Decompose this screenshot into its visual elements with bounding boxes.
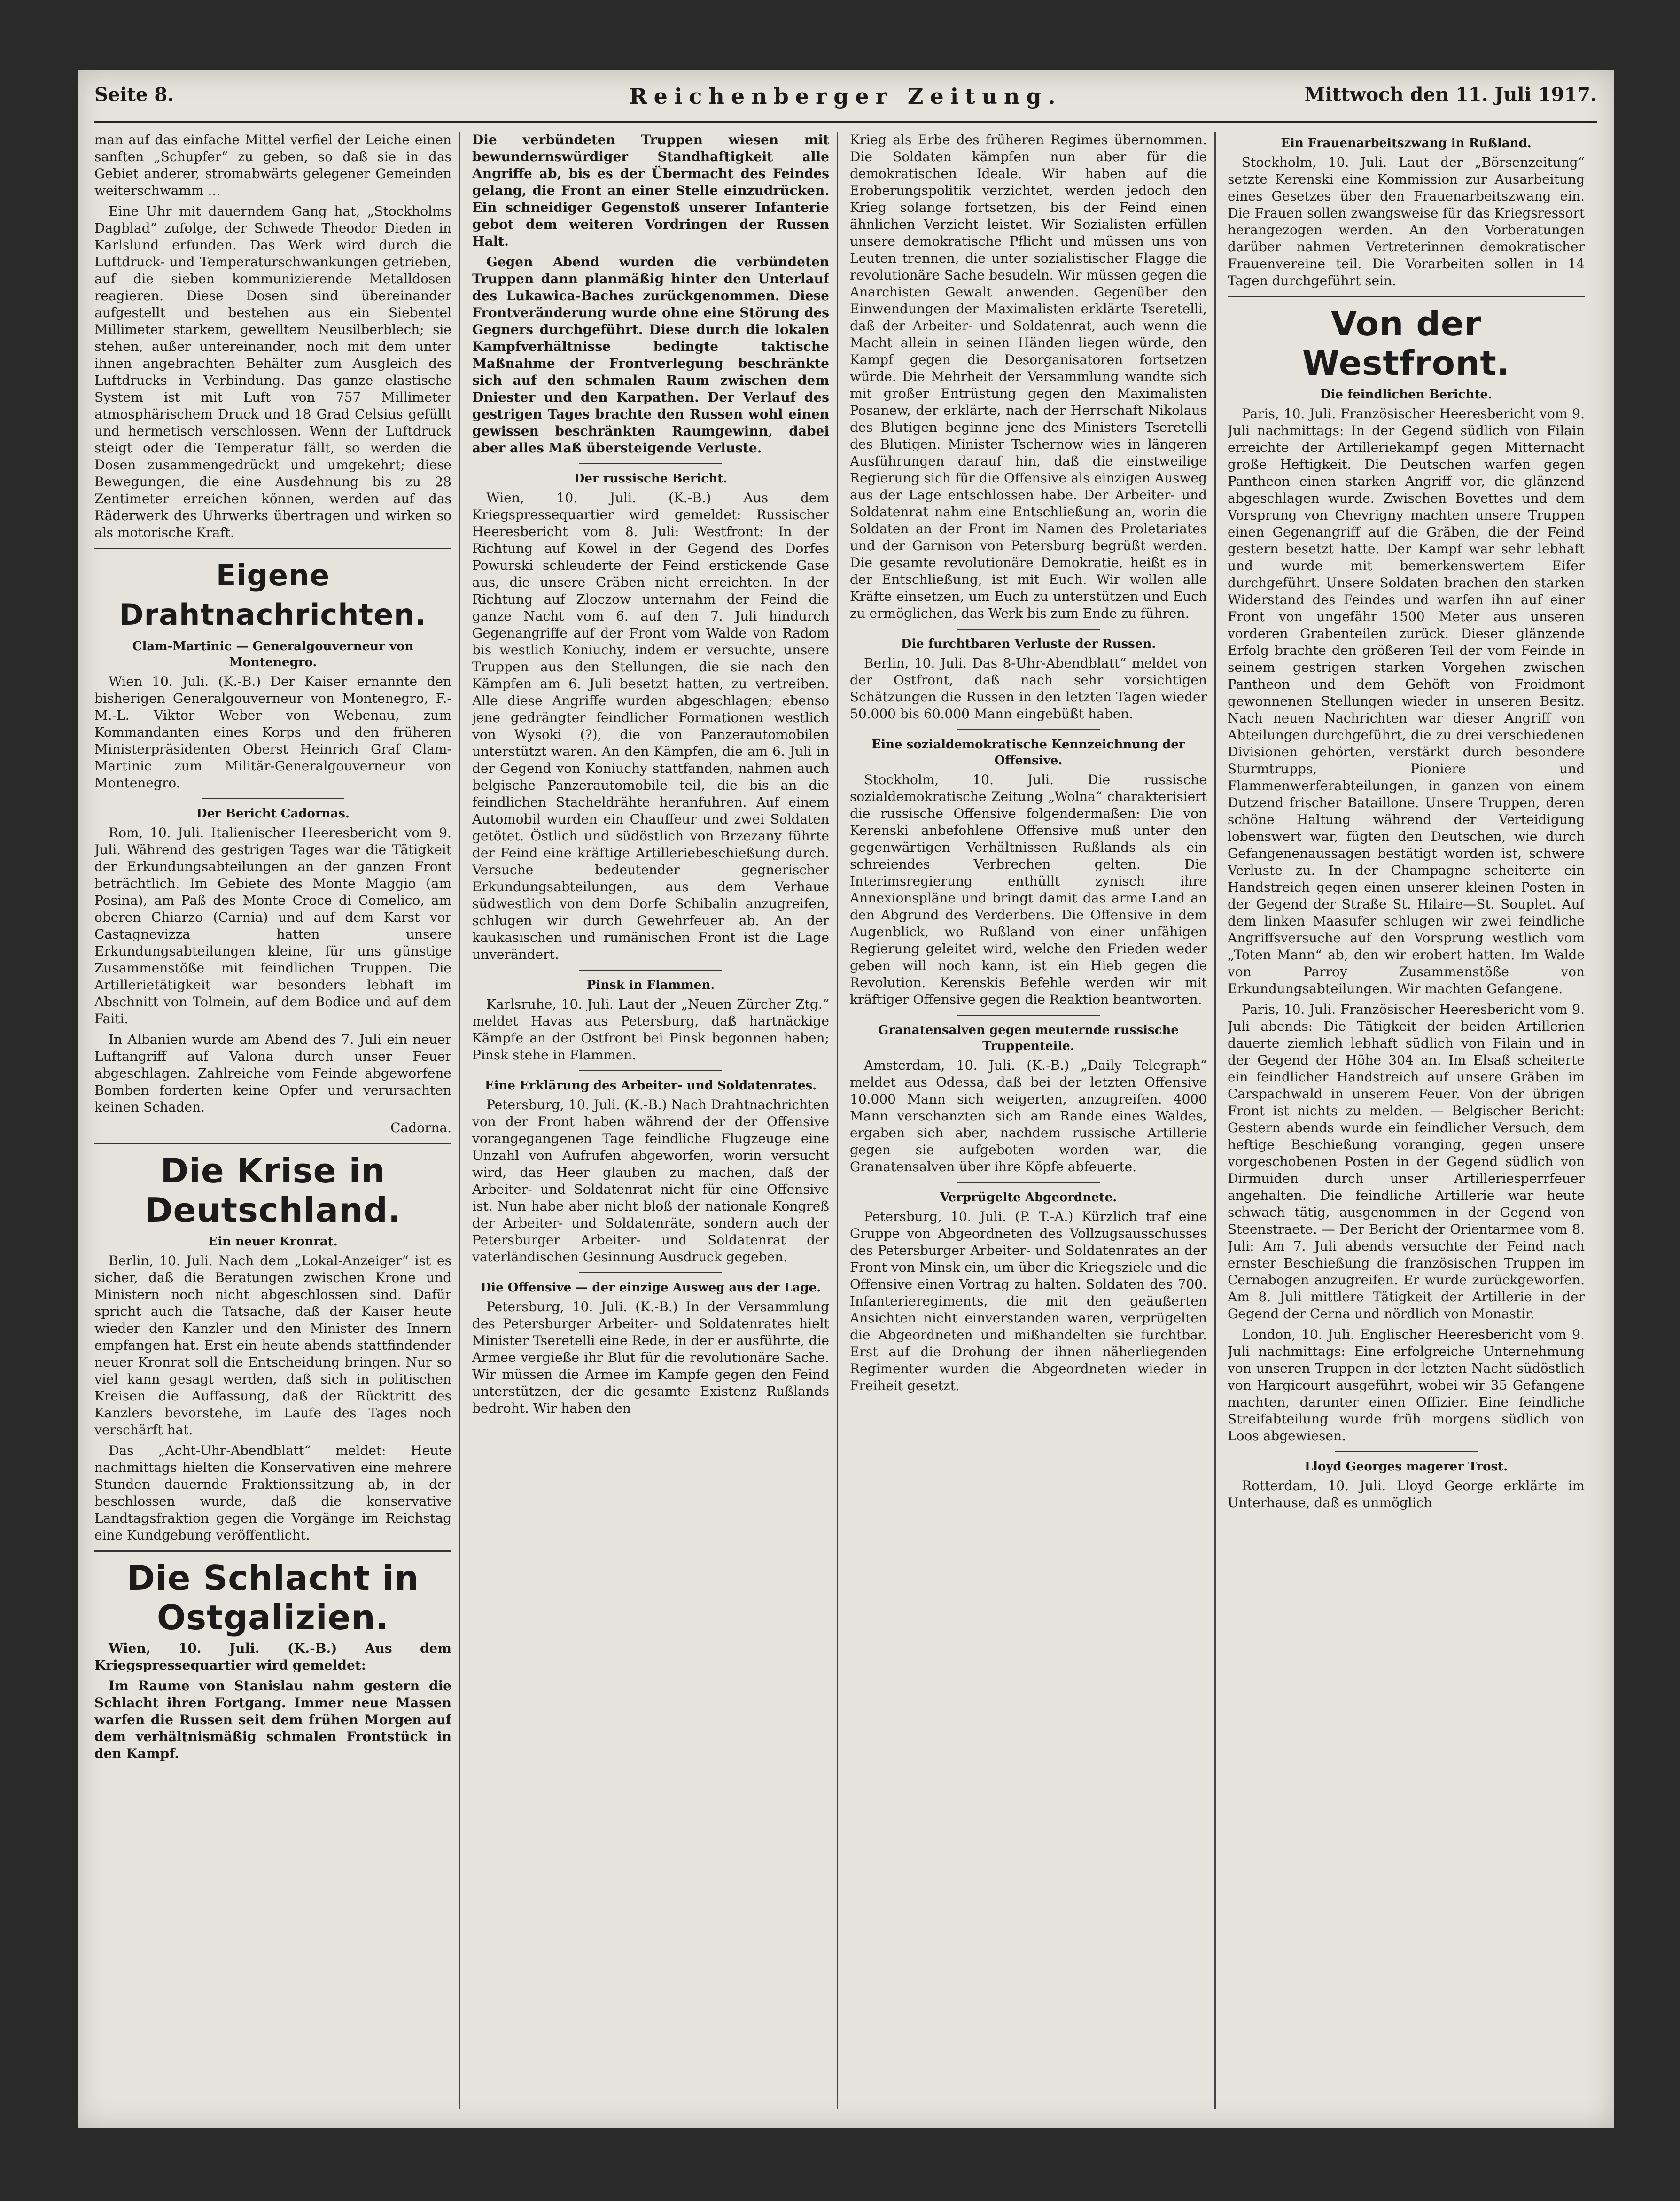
article-headline: Eine sozialdemokratische Kennzeichnung der Offensive. xyxy=(871,738,1185,768)
article-text: Wien 10. Juli. (K.-B.) Der Kaiser ernannte den bisherigen Generalgouverneur von Montenegro, F.-M.-L. Viktor Weber von Webenau, zum Kommandanten eines Korps und den früheren Ministerpräsidenten Oberst Heinrich Graf Clam-Martinic zum Militär-Generalgouverneur von Montenegro. xyxy=(94,674,451,791)
article-rule xyxy=(579,463,722,464)
section-rule xyxy=(94,1143,451,1144)
article-headline: Die feindlichen Berichte. xyxy=(1320,388,1493,402)
article-rule xyxy=(957,1015,1100,1016)
section-heading: Die Schlacht in Ostgalizien. xyxy=(127,1558,419,1637)
section-heading: Von der Westfront. xyxy=(1302,304,1510,383)
newspaper-page xyxy=(78,70,1614,2128)
article-headline: Granatensalven gegen meuternde russische Truppenteile. xyxy=(878,1023,1179,1053)
newspaper-title: Reichenberger Zeitung. xyxy=(629,84,1062,109)
article-headline: Verprügelte Abgeordnete. xyxy=(940,1190,1117,1205)
article-text: Petersburg, 10. Juli. (K.-B.) In der Versammlung des Petersburger Arbeiter- und Soldatenrates hielt Minister Tseretelli eine Rede, in der er ausführte, die Armee vergieße ihr Blut für die revolutionäre Sache. Wir müssen die Armee im Kampfe gegen den Feind unterstützen, der die gesamte Existenz Rußlands bedroht. Wir haben den xyxy=(472,1299,829,1416)
masthead xyxy=(94,84,1597,111)
article-headline: Ein Frauenarbeitszwang in Rußland. xyxy=(1281,136,1532,150)
article-text: Stockholm, 10. Juli. Laut der „Börsenzeitung“ setzte Kerenski eine Kommission zur Ausarbeitung eines Gesetzes über den Frauenarbeitszwang ein. Die Frauen sollen zwangsweise für das Kriegsressort herangezogen werden. An den Vorberatungen darüber nahmen Vertreterinnen demokratischer Frauenvereine teil. Die Vorarbeiten sollen in 14 Tagen durchgeführt sein. xyxy=(1228,155,1585,288)
article-text: Petersburg, 10. Juli. (K.-B.) Nach Drahtnachrichten von der Front haben während der der Offensive vorangegangenen Tage feindliche Flugzeuge eine Unzahl von Aufrufen abgeworfen, worin versucht wird, das Heer glauben zu machen, daß der Arbeiter- und Soldatenrat nicht für eine Offensive ist. Nun habe aber nicht bloß der nationale Kongreß der Arbeiter- und Soldatenräte, sondern auch der Petersburger Arbeiter- und Soldatenrat der vaterländischen Gesinnung Ausdruck gegeben. xyxy=(472,1097,829,1265)
article-headline: Eine Erklärung des Arbeiter- und Soldatenrates. xyxy=(484,1079,817,1093)
article-text: In Albanien wurde am Abend des 7. Juli ein neuer Luftangriff auf Valona durch unser Feuer abgeschlagen. Zahlreiche vom Feinde abgeworfene Bomben forderten keine Opfer und verursachten keinen Schaden. xyxy=(94,1032,451,1115)
article-text: Das „Acht-Uhr-Abendblatt“ meldet: Heute nachmittags hielten die Konservativen eine mehrere Stunden dauernde Fraktionssitzung ab, in der beschlossen wurde, daß die konservative Landtagsfraktion gegen die Vorgänge im Reichstag eine Kundgebung veröffentlicht. xyxy=(94,1443,451,1543)
article-text: Stockholm, 10. Juli. Die russische sozialdemokratische Zeitung „Wolna“ charakterisiert die russische Offensive folgendermaßen: Die von Kerenski anbefohlene Offensive muß unter den gegenwärtigen Verhältnissen Rußlands als ein schreiendes Verbrechen gelten. Die Interimsregierung enthüllt zynisch ihre Annexionspläne und bringt damit das arme Land an den Abgrund des Verderbens. Die Offensive in dem Augenblick, wo Rußland von einer unfähigen Regierung geleitet wird, welche den Frieden weder geben will noch kann, ist ein Hieb gegen die Revolution. Kerenskis Befehle werden wir mit kräftiger Offensive gegen die Reaktion beantworten. xyxy=(850,772,1207,1007)
article-text: Amsterdam, 10. Juli. (K.-B.) „Daily Telegraph“ meldet aus Odessa, daß bei der letzten Offensive 10.000 Mann sich weigerten, anzugreifen. 4000 Mann verschanzten sich am Rande eines Waldes, ergaben sich aber, nachdem russische Artillerie gegen sie aufgeboten worden war, die Granatensalven über ihre Köpfe abfeuerte. xyxy=(850,1058,1207,1174)
article-rule xyxy=(957,729,1100,730)
section-heading: Eigene Drahtnachrichten. xyxy=(119,558,427,632)
section-rule xyxy=(94,1550,451,1552)
article-text: Rom, 10. Juli. Italienischer Heeresbericht vom 9. Juli. Während des gestrigen Tages war die Tätigkeit der Erkundungsabteilungen an der ganzen Front beträchtlich. Im Gebiete des Monte Maggio (am Posina), am Paß des Monte Croce di Comelico, am oberen Chiarzo (Carnia) und auf dem Karst vor Castagnevizza hatten unsere Erkundungsabteilungen kleine, für uns günstige Zusammenstöße mit feindlichen Truppen. Die Artillerietätigkeit war besonders lebhaft im Abschnitt von Tolmein, auf dem Bodice und auf dem Faiti. xyxy=(94,825,451,1027)
article-text: Gegen Abend wurden die verbündeten Truppen dann planmäßig hinter den Unterlauf des Lukawica-Baches zurückgenommen. Diese Frontveränderung wurde ohne eine Störung des Gegners durchgeführt. Diese durch die lokalen Kampfverhältnisse bedingte taktische Maßnahme der Frontverlegung beschränkte sich auf den schmalen Raum zwischen dem Dniester und den Karpathen. Der Verlauf des gestrigen Tages brachte den Russen wohl einen gewissen beschränkten Raumgewinn, dabei aber alles Maß übersteigende Verluste. xyxy=(472,254,829,456)
column-1 xyxy=(94,132,451,2109)
article-text: Karlsruhe, 10. Juli. Laut der „Neuen Zürcher Ztg.“ meldet Havas aus Petersburg, daß hartnäckige Kämpfe an der Ostfront bei Pinsk begonnen haben; Pinsk stehe in Flammen. xyxy=(472,996,829,1063)
section-rule xyxy=(94,548,451,549)
article-text: man auf das einfache Mittel verfiel der Leiche einen sanften „Schupfer“ zu geben, so daß sie in das Gebiet anderer, stromabwärts gelegener Gemeinden weiterschwamm ... xyxy=(94,132,451,198)
article-headline: Die furchtbaren Verluste der Russen. xyxy=(901,637,1156,651)
section-rule xyxy=(1228,296,1585,297)
page-number: Seite 8. xyxy=(94,84,174,106)
issue-date: Mittwoch den 11. Juli 1917. xyxy=(1304,84,1597,106)
article-text: Im Raume von Stanislau nahm gestern die Schlacht ihren Fortgang. Immer neue Massen warfen die Russen seit dem frühen Morgen auf dem verhältnismäßig schmalen Frontstück in den Kampf. xyxy=(94,1678,451,1761)
column-3 xyxy=(850,132,1207,2109)
article-text: Rotterdam, 10. Juli. Lloyd George erklärte im Unterhause, daß es unmöglich xyxy=(1228,1478,1585,1510)
article-headline: Lloyd Georges magerer Trost. xyxy=(1304,1460,1508,1474)
article-rule xyxy=(957,1182,1100,1183)
masthead-rule xyxy=(94,121,1597,123)
article-text: Die verbündeten Truppen wiesen mit bewundernswürdiger Standhaftigkeit alle Angriffe ab, bis es der Übermacht des Feindes gelang, die Front an einer Stelle einzudrücken. Ein schneidiger Gegenstoß unserer Infanterie gebot dem weiteren Vordringen der Russen Halt. xyxy=(472,132,829,249)
article-headline: Die Offensive — der einzige Ausweg aus der Lage. xyxy=(480,1281,821,1295)
column-4 xyxy=(1228,132,1585,2109)
article-text: Krieg als Erbe des früheren Regimes übernommen. Die Soldaten kämpfen nun aber für die demokratischen Ideale. Wir haben auf die Eroberungspolitik verzichtet, werden jedoch den Krieg solange fortsetzen, bis der Feind einen ähnlichen Verzicht leistet. Wir Sozialisten erfüllen unsere demokratische Pflicht und müssen uns von Leuten trennen, die unter sozialistischer Flagge die revolutionäre Sache besudeln. Wir müssen gegen die Anarchisten Gewalt anwenden. Gegenüber den Einwendungen der Maximalisten erklärte Tseretelli, daß der Arbeiter- und Soldatenrat, auch wenn die Macht allein in seinen Händen liegen würde, den Kampf gegen die Desorganisatoren fortsetzen würde. Die Mehrheit der Versammlung wandte sich mit großer Entrüstung gegen den Maximalisten Posanew, der erklärte, nach der Herrschaft Nikolaus des Blutigen beginne jene des Ministers Tseretelli des Blutigen. Minister Tschernow wies in längeren Ausführungen darauf hin, daß die einstweilige Regierung sich für die Offensive als einzigen Ausweg aus der Lage entschlossen habe. Der Arbeiter- und Soldatenrat nahm eine Entschließung an, worin die Soldaten an der Front im Namen des Proletariates und der Garnison von Petersburg begrüßt werden. Die gesamte revolutionäre Demokratie, heißt es in der Entschließung, ist mit Euch. Wir wollen alle Kräfte einsetzen, um Euch zu unterstützen und Euch zu ermöglichen, das Werk bis zum Ende zu führen. xyxy=(850,132,1207,621)
article-headline: Ein neuer Kronrat. xyxy=(208,1235,338,1249)
article-text: London, 10. Juli. Englischer Heeresbericht vom 9. Juli nachmittags: Eine erfolgreiche Unternehmung von unseren Truppen in der letzten Nacht südöstlich von Hargicourt ausgeführt, wobei wir 35 Gefangene machten, darunter einen Offizier. Eine feindliche Streifabteilung wurde früh morgens südlich von Loos abgewiesen. xyxy=(1228,1327,1585,1444)
article-text: Wien, 10. Juli. (K.-B.) Aus dem Kriegspressequartier wird gemeldet: xyxy=(94,1641,451,1673)
article-text: Paris, 10. Juli. Französischer Heeresbericht vom 9. Juli nachmittags: In der Gegend südlich von Filain erreichte der Artilleriekampf gegen Mitternacht große Heftigkeit. Die Deutschen warfen gegen Pantheon einen starken Angriff vor, die glänzend abgeschlagen wurde. Zwischen Bovettes und dem Vorsprung von Chevrigny machten unsere Truppen einen Gegenangriff auf die Gräben, die der Feind gestern besetzt hatte. Der Kampf war sehr lebhaft und wurde mit bemerkenswertem Eifer durchgeführt. Unsere Soldaten brachen den starken Widerstand des Feindes und warfen ihn auf einer Front von ungefähr 1500 Meter aus unseren vorderen Grabenteilen zurück. Dieser glänzende Erfolg brachte den größeren Teil der vom Feinde in seinem gestrigen starken Vorgehen zwischen Pantheon und dem Gehöft von Froidmont gewonnenen Stellungen wieder in unseren Besitz. Nach neuen Nachrichten war dieser Angriff von Abteilungen durchgeführt, die zu drei verschiedenen Divisionen gehörten, verstärkt durch besondere Sturmtrupps, Pioniere und Flammenwerferabteilungen, in ganzen von einem Dutzend frischer Bataillone. Unsere Truppen, deren schöne Haltung während der Verteidigung lobenswert war, fügten den Deutschen, wie durch Gefangenenaussagen bestätigt worden ist, schwere Verluste zu. In der Champagne scheiterte ein Handstreich gegen einen unserer kleinen Posten in der Gegend der Straße St. Hilaire—St. Souplet. Auf dem linken Maasufer schlugen wir zwei feindliche Angriffsversuche auf den Vorsprung westlich vom „Toten Mann“ ab, den wir erobert hatten. Im Walde von Parroy Zusammenstöße von Erkundungsabteilungen. Wir machten Gefangene. xyxy=(1228,406,1585,996)
article-headline: Clam-Martinic — Generalgouverneur von Montenegro. xyxy=(132,639,414,669)
article-text: Berlin, 10. Juli. Nach dem „Lokal-Anzeiger“ ist es sicher, daß die Beratungen zwischen Krone und Ministern noch nicht abgeschlossen sind. Dafür spricht auch die Tatsache, daß der Kaiser heute wieder den Kanzler und den Minister des Innern empfangen hat. Erst ein heute abends stattfindender neuer Kronrat soll die Entscheidung bringen. Nur so viel kann gesagt werden, daß sich in politischen Kreisen die Auffassung, daß der Rücktritt des Kanzlers bevorstehe, im Laufe des Tages noch verschärft hat. xyxy=(94,1253,451,1438)
article-rule xyxy=(579,1272,722,1273)
article-text: Paris, 10. Juli. Französischer Heeresbericht vom 9. Juli abends: Die Tätigkeit der beiden Artillerien dauerte ziemlich lebhaft südlich von Filain und in der Gegend der Höhe 304 an. Im Elsaß scheiterte ein feindlicher Handstreich auf unsere Gräben im Carspachwald in unserem Feuer. Von der übrigen Front ist nichts zu melden. — Belgischer Bericht: Gestern abends wurde ein feindlicher Versuch, dem heftige Beschießung voranging, gegen unsere vorgeschobenen Posten in der Gegend südlich von Dirmuiden durch unser Artilleriesperrfeuer angehalten. Die feindliche Artillerie war heute schwach tätig, ausgenommen in der Gegend von Steenstraete. — Der Bericht der Orientarmee vom 8. Juli: Am 7. Juli abends versuchte der Feind nach ernster Beschießung die französischen Truppen im Cernabogen anzugreifen. Er wurde zurückgeworfen. Am 8. Juli mittlere Tätigkeit der Artillerie in der Gegend der Cerna und nördlich von Monastir. xyxy=(1228,1002,1585,1322)
article-text: Eine Uhr mit dauerndem Gang hat, „Stockholms Dagblad“ zufolge, der Schwede Theodor Dieden in Karlslund erfunden. Das Werk wird durch die Luftdruck- und Temperaturschwankungen getrieben, auf die sieben kommunizierende Metalldosen reagieren. Diese Dosen sind übereinander aufgestellt und bestehen aus ein Siebentel Millimeter starkem, gewelltem Neusilberblech; sie stehen, außer untereinander, noch mit dem unter ihnen angebrachten Behälter zum Ausgleich des Luftdrucks in Verbindung. Das ganze elastische System ist mit Luft von 757 Millimeter atmosphärischem Druck und 18 Grad Celsius gefüllt und hermetisch verschlossen. Wenn der Luftdruck steigt oder die Temperatur fällt, so werden die Dosen zusammengedrückt und umgekehrt; diese Bewegungen, die eine Ausdehnung bis zu 28 Zentimeter erreichen können, werden auf das Räderwerk des Uhrwerks übertragen und wirken so als motorische Kraft. xyxy=(94,203,451,540)
article-headline: Der Bericht Cadornas. xyxy=(196,807,350,821)
article-signature: Cadorna. xyxy=(390,1120,451,1135)
column-divider xyxy=(837,132,838,2109)
article-text: Berlin, 10. Juli. Das 8-Uhr-Abendblatt“ meldet von der Ostfront, daß nach sehr vorsichtigen Schätzungen die Russen in den letzten Tagen wieder 50.000 bis 60.000 Mann eingebüßt haben. xyxy=(850,655,1207,722)
section-heading: Die Krise in Deutschland. xyxy=(144,1151,402,1230)
article-rule xyxy=(579,1070,722,1071)
article-text: Wien, 10. Juli. (K.-B.) Aus dem Kriegspressequartier wird gemeldet: Russischer Heeresbericht vom 8. Juli: Westfront: In der Richtung auf Kowel in der Gegend des Dorfes Powurski schleuderte der Feind erstickende Gase aus, die unsere Gräben nicht erreichten. In der Richtung auf Zloczow unternahm der Feind die ganze Nacht vom 6. auf den 7. Juli hindurch Gegenangriffe auf der Front vom Walde von Radom bis westlich Koniuchy, indem er versuchte, unsere Truppen aus den Stellungen, die sie nach den Kämpfen am 6. Juli besetzt hatten, zu vertreiben. Alle diese Angriffe wurden abgeschlagen; ebenso jene gedrängter feindlicher Formationen westlich von Wysoki (?), die von Panzerautomobilen unterstützt waren. An den Kämpfen, die am 6. Juli in der Gegend von Koniuchy stattfanden, nahmen auch belgische Panzerautomobile teil, die bis an die feindlichen Stacheldrähte heranfuhren. Auf einem Automobil wurden ein Chauffeur und zwei Soldaten getötet. Östlich und südöstlich von Brzezany führte der Feind eine kräftige Artilleriebeschießung durch. Versuche bedeutender gegnerischer Erkundungsabteilungen, aus dem Verhaue südwestlich von dem Dorfe Schibalin anzugreifen, schlugen wir durch Gewehrfeuer ab. An der kaukasischen und rumänischen Front ist die Lage unverändert. xyxy=(472,490,829,962)
article-headline: Pinsk in Flammen. xyxy=(586,978,715,992)
column-divider xyxy=(459,132,460,2109)
article-headline: Der russische Bericht. xyxy=(574,472,728,486)
column-2 xyxy=(472,132,829,2109)
column-divider xyxy=(1214,132,1216,2109)
article-text: Petersburg, 10. Juli. (P. T.-A.) Kürzlich traf eine Gruppe von Abgeordneten des Vollzugsausschusses des Petersburger Arbeiter- und Soldatenrates an der Front von Minsk ein, um über die Kriegsziele und die Offensive einen Vortrag zu halten. Soldaten des 700. Infanterieregiments, die mit den geäußerten Ansichten nicht einverstanden waren, verprügelten die Abgeordneten und mißhandelten sie furchtbar. Erst auf die Drohung der ihnen näherliegenden Regimenter wurden die Abgeordneten wieder in Freiheit gesetzt. xyxy=(850,1209,1207,1393)
article-rule xyxy=(579,970,722,971)
article-rule xyxy=(957,629,1100,630)
article-rule xyxy=(1335,1451,1478,1452)
article-rule xyxy=(202,798,344,799)
